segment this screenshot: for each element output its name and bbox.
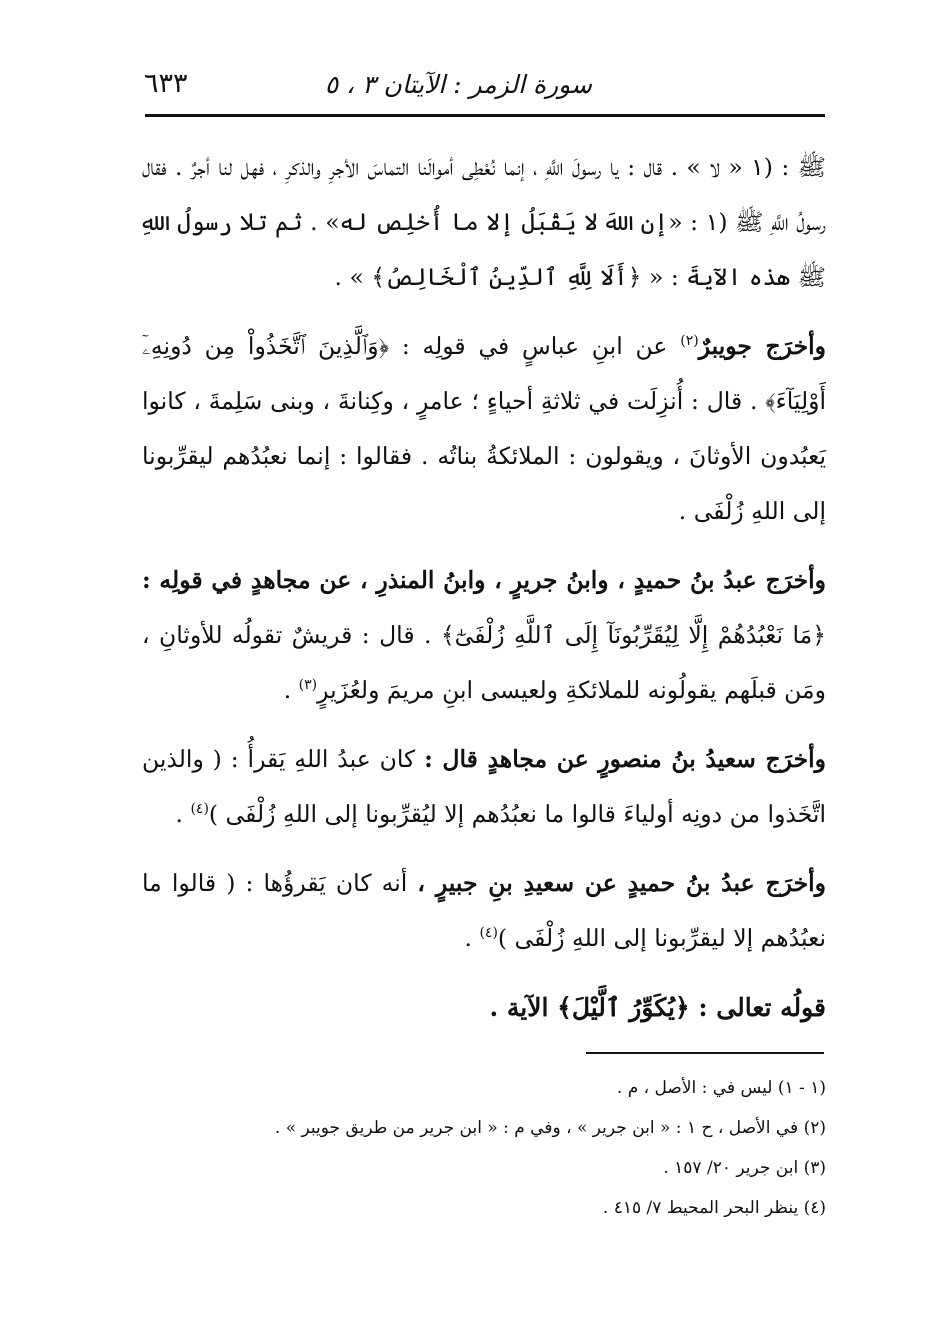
- paragraph-5: [142, 856, 826, 966]
- footnote-rule: [586, 1052, 824, 1054]
- paragraph-2-text: عن ابنِ عباسٍ في قولِه : ﴿وَٱلَّذِينَ ٱتَّخَذُواْ مِن دُونِهِۦٓ أَوْلِيَآءَ﴾ . قال : أُنزِلَت في ثلاثةِ أحياءٍ ؛ عامرٍ ، وكِنانةَ ، وبنى سَلِمةَ ، كانوا يَعبُدون الأوثانَ ، ويقولون : الملائكةُ بناتُه . فقالوا : إنما نعبُدُهم ليقرِّبونا إلى اللهِ زُلْفَى .: [142, 332, 826, 525]
- paragraph-3-lead: وأخرَج عبدُ بنُ حميدٍ ، وابنُ جريرٍ ، وابنُ المنذرِ ، عن مجاهدٍ في قولِه :: [142, 566, 826, 594]
- verse-heading-label: قولُه تعالى :: [698, 993, 826, 1022]
- paragraph-5-lead: وأخرَج عبدُ بنُ حميدٍ عن سعيدِ بنِ جبيرٍ ،: [417, 869, 826, 897]
- paragraph-5-tail: .: [464, 924, 480, 952]
- verse-heading: [142, 980, 826, 1036]
- paragraph-4-lead: وأخرَج سعيدُ بنُ منصورٍ عن مجاهدٍ قال :: [424, 745, 826, 773]
- header-rule: [145, 114, 825, 117]
- paragraph-3-footnote-ref: (٣): [298, 677, 318, 694]
- paragraph-3-text: ﴿مَا نَعْبُدُهُمْ إِلَّا لِيُقَرِّبُونَآ إِلَى ٱللَّهِ زُلْفَىٰٓ﴾ . قال : قريشٌ تقولُه للأوثانِ ، ومَن قبلَهم يقولُونه للملائكةِ ولعيسى ابنِ مريمَ ولعُزَيرٍ: [142, 621, 826, 704]
- paragraph-5-text: أنه كان يَقرؤُها : ( قالوا ما نعبُدُهم إلا ليقرِّبونا إلى اللهِ زُلْفَى ): [142, 869, 826, 952]
- footnote-2: (٢) في الأصل ، ح ١ : « ابن جرير » ، وفي م : « ابن جرير من طريق جويبر » .: [274, 1118, 826, 1138]
- paragraph-3: [142, 553, 826, 718]
- footnote-1: (١ - ١) ليس في : الأصل ، م .: [616, 1078, 826, 1098]
- page-number: ٦٣٣: [144, 68, 188, 99]
- paragraph-4-footnote-ref: (٤): [190, 801, 209, 818]
- paragraph-5-footnote-ref: (٤): [479, 925, 498, 942]
- paragraph-4: [142, 732, 826, 842]
- running-header: [140, 66, 824, 106]
- footnote-3: (٣) ابن جرير ٢٠/ ١٥٧ .: [663, 1158, 826, 1178]
- paragraph-2: [142, 319, 826, 539]
- paragraph-1: [142, 140, 826, 305]
- paragraph-1-text: ﷺ : (١ « لا » . قال : يا رسولَ اللَّهِ ، إنما نُعْطِى أموالَنا التماسَ الأجرِ والذكرِ ، فهل لنا أجرٌ . فقال رسولُ اللَّهِ ﷺ (١ : «إن اللهَ لا يَقْبَلُ إلا ما أُخلِص له» . ثم تلا رسولُ اللهِ ﷺ هذه الآيةَ : « ﴿أَلَا لِلَّهِ ٱلدِّينُ ٱلْخَالِصُ﴾ » .: [142, 153, 826, 291]
- footnotes: [142, 1068, 826, 1228]
- paragraph-4-tail: .: [175, 800, 191, 828]
- main-text: [142, 140, 826, 1036]
- paragraph-4-text: كان عبدُ اللهِ يَقرأُ : ( والذين اتَّخَذوا من دونِه أولياءَ قالوا ما نعبُدُهم إلا ليُقرِّبونا إلى اللهِ زُلْفَى ): [142, 745, 826, 828]
- verse-heading-tail: الآية .: [489, 993, 558, 1022]
- paragraph-2-lead: وأخرَج جويبرٌ: [698, 332, 826, 360]
- footnote-4: (٤) ينظر البحر المحيط ٧/ ٤١٥ .: [602, 1198, 826, 1218]
- verse-heading-verse: ﴿يُكَوِّرُ ٱلَّيْلَ﴾: [557, 993, 699, 1022]
- running-title: سورة الزمر : الآيتان ٣ ، ٥: [324, 70, 592, 99]
- paragraph-3-tail: .: [283, 676, 299, 704]
- paragraph-2-footnote-ref: (٢): [680, 333, 699, 350]
